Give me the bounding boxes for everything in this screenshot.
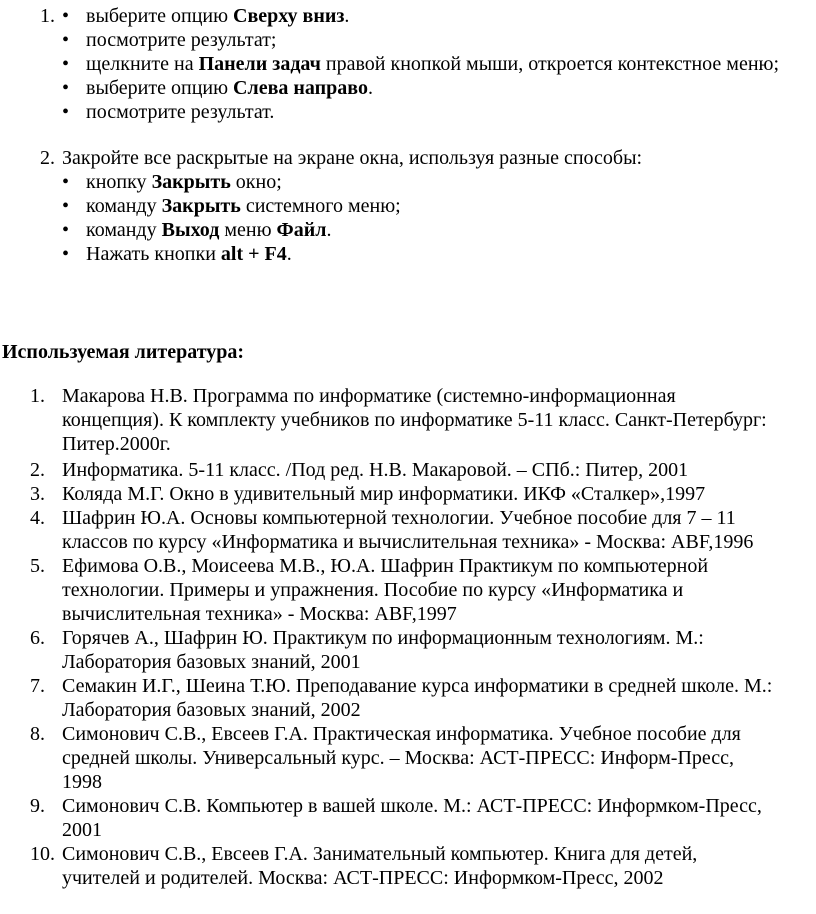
task1-bullet-2: посмотрите результат; <box>86 29 277 51</box>
literature-item-line: Ефимова О.В., Моисеева М.В., Ю.А. Шафрин Практикум по компьютерной <box>62 555 709 577</box>
bullet-marker: • <box>62 101 70 123</box>
bullet-marker: • <box>62 171 70 193</box>
literature-item-line: средней школы. Универсальный курс. – Москва: АСТ-ПРЕСС: Информ-Пресс, <box>62 747 735 769</box>
literature-item-line: 1998 <box>62 771 102 793</box>
literature-item-line: технологии. Примеры и упражнения. Пособие по курсу «Информатика и <box>62 579 684 601</box>
literature-item-line: Шафрин Ю.А. Основы компьютерной технологии. Учебное пособие для 7 – 11 <box>62 507 736 529</box>
literature-item-number: 7. <box>30 675 45 697</box>
literature-item-number: 10. <box>30 843 55 865</box>
task1-bullet-1: выберите опцию Сверху вниз. <box>86 5 350 27</box>
literature-item-line: концепция). К комплекту учебников по информатике 5-11 класс. Санкт-Петербург: <box>62 409 767 431</box>
literature-item-line: вычислительная техника» - Москва: ABF,1997 <box>62 603 457 625</box>
task1-bullet-3: щелкните на Панели задач правой кнопкой мыши, откроется контекстное меню; <box>86 53 780 75</box>
bullet-marker: • <box>62 219 70 241</box>
literature-item-number: 2. <box>30 459 45 481</box>
literature-item-line: учителей и родителей. Москва: АСТ-ПРЕСС: Информком-Пресс, 2002 <box>62 867 664 889</box>
bullet-marker: • <box>62 77 70 99</box>
literature-heading: Используемая литература: <box>2 341 245 363</box>
literature-item-number: 9. <box>30 795 45 817</box>
literature-item-line: Лаборатория базовых знаний, 2001 <box>62 651 361 673</box>
task1-bullet-5: посмотрите результат. <box>86 101 275 123</box>
bullet-marker: • <box>62 243 70 265</box>
literature-item-line: Симонович С.В., Евсеев Г.А. Занимательный компьютер. Книга для детей, <box>62 843 698 865</box>
literature-item-number: 1. <box>30 385 45 407</box>
literature-item-line: Симонович С.В. Компьютер в вашей школе. М.: АСТ-ПРЕСС: Информком-Пресс, <box>62 795 762 817</box>
literature-item-line: Горячев А., Шафрин Ю. Практикум по информационным технологиям. М.: <box>62 627 704 649</box>
literature-item-line: Семакин И.Г., Шеина Т.Ю. Преподавание курса информатики в средней школе. М.: <box>62 675 773 697</box>
bullet-marker: • <box>62 5 70 27</box>
task1-bullet-4: выберите опцию Слева направо. <box>86 77 373 99</box>
literature-item-number: 3. <box>30 483 45 505</box>
task1-number: 1. <box>40 5 55 27</box>
literature-item-line: Коляда М.Г. Окно в удивительный мир информатики. ИКФ «Сталкер»,1997 <box>62 483 706 505</box>
literature-item-line: Информатика. 5-11 класс. /Под ред. Н.В. Макаровой. – СПб.: Питер, 2001 <box>62 459 689 481</box>
literature-item-number: 5. <box>30 555 45 577</box>
literature-item-line: Питер.2000г. <box>62 433 171 455</box>
literature-item-line: классов по курсу «Информатика и вычислительная техника» - Москва: ABF,1996 <box>62 531 754 553</box>
literature-item-line: 2001 <box>62 819 102 841</box>
bullet-marker: • <box>62 53 70 75</box>
task2-bullet-1: кнопку Закрыть окно; <box>86 171 282 193</box>
task2-number: 2. <box>40 147 55 169</box>
literature-item-line: Макарова Н.В. Программа по информатике (системно-информационная <box>62 385 676 407</box>
literature-item-number: 4. <box>30 507 45 529</box>
bullet-marker: • <box>62 195 70 217</box>
task2-bullet-4: Нажать кнопки alt + F4. <box>86 243 292 265</box>
literature-item-number: 6. <box>30 627 45 649</box>
literature-item-line: Симонович С.В., Евсеев Г.А. Практическая информатика. Учебное пособие для <box>62 723 741 745</box>
literature-item-line: Лаборатория базовых знаний, 2002 <box>62 699 361 721</box>
task2-text: Закройте все раскрытые на экране окна, используя разные способы: <box>62 147 643 169</box>
literature-item-number: 8. <box>30 723 45 745</box>
task2-bullet-3: команду Выход меню Файл. <box>86 219 332 241</box>
bullet-marker: • <box>62 29 70 51</box>
task2-bullet-2: команду Закрыть системного меню; <box>86 195 401 217</box>
